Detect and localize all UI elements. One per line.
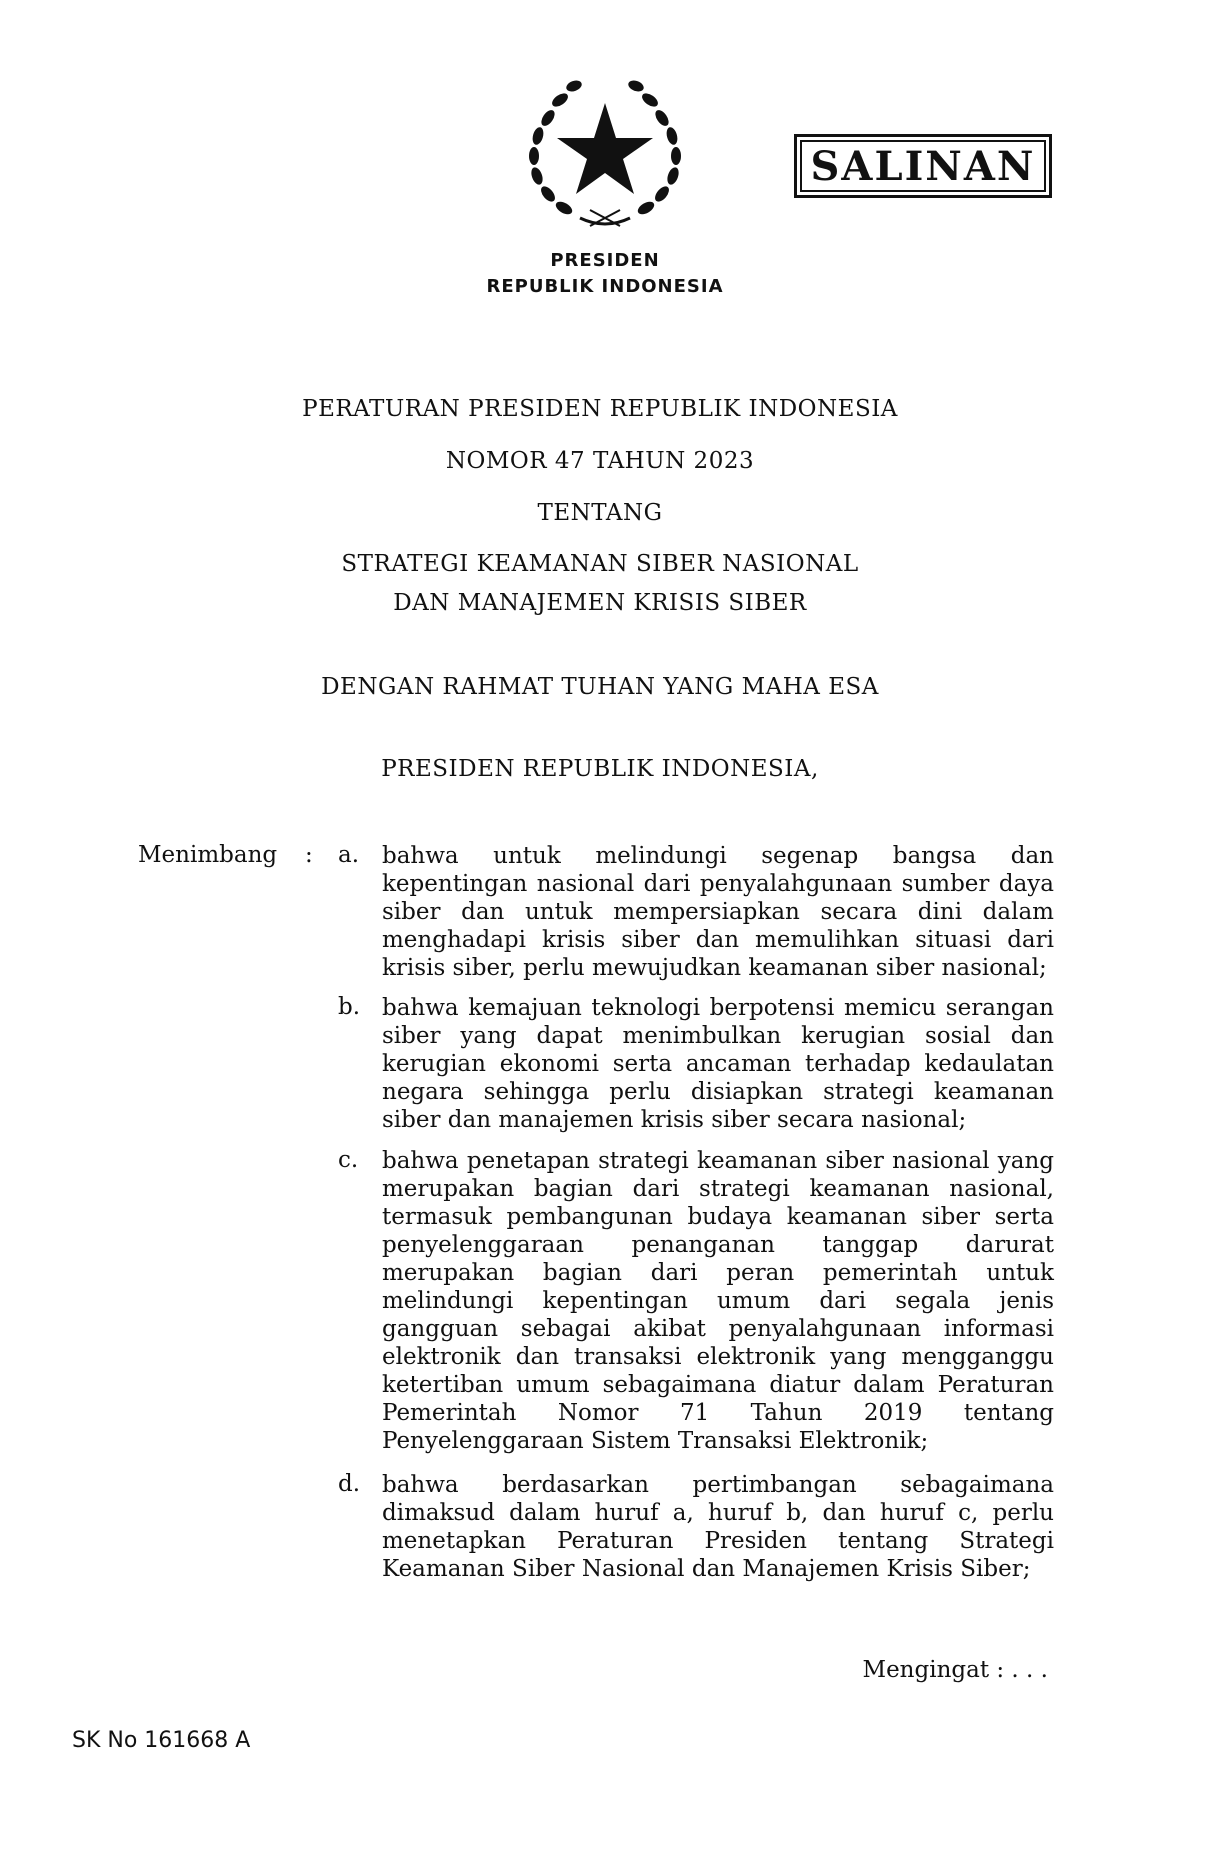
regulation-title: PERATURAN PRESIDEN REPUBLIK INDONESIA xyxy=(302,396,898,422)
sk-number: SK No 161668 A xyxy=(72,1728,251,1753)
menimbang-label: Menimbang xyxy=(138,842,278,868)
consideration-letter-d: d. xyxy=(338,1471,361,1497)
menimbang-colon: : xyxy=(305,842,313,868)
consideration-letter-c: c. xyxy=(338,1147,359,1173)
page-continuation: Mengingat : . . . xyxy=(862,1657,1048,1683)
consideration-letter-a: a. xyxy=(338,842,360,868)
salinan-stamp-label: SALINAN xyxy=(800,140,1046,192)
regulation-number: NOMOR 47 TAHUN 2023 xyxy=(445,448,755,474)
seal-caption-republik: REPUBLIK INDONESIA xyxy=(486,276,724,297)
garuda-emblem-icon xyxy=(510,58,700,238)
consideration-text-c: bahwa penetapan strategi keamanan siber nasional yang merupakan bagian dari strategi keamanan nasional, termasuk pembangunan budaya keamanan siber serta penyelenggaraan penanganan tanggap darurat merupakan bagian dari peran pemerintah untuk melindungi kepentingan umum dari segala jenis gangguan sebagai akibat penyalahgunaan informasi elektronik dan transaksi elektronik yang mengganggu ketertiban umum sebagaimana diatur dalam Peraturan Pemerintah Nomor 71 Tahun 2019 tentang Penyelenggaraan Sistem Transaksi Elektronik; xyxy=(382,1148,1054,1454)
issuer: PRESIDEN REPUBLIK INDONESIA, xyxy=(381,756,819,782)
consideration-text-a: bahwa untuk melindungi segenap bangsa dan kepentingan nasional dari penyalahgunaan sumber daya siber dan untuk mempersiapkan secara dini dalam menghadapi krisis siber dan memulihkan situasi dari krisis siber, perlu mewujudkan keamanan siber nasional; xyxy=(382,843,1054,981)
consideration-letter-b: b. xyxy=(338,994,361,1020)
presidential-seal-icon xyxy=(510,58,700,238)
regulation-subject-line-1: STRATEGI KEAMANAN SIBER NASIONAL xyxy=(341,551,859,577)
consideration-text-b: bahwa kemajuan teknologi berpotensi memicu serangan siber yang dapat menimbulkan kerugian sosial dan kerugian ekonomi serta ancaman terhadap kedaulatan negara sehingga perlu disiapkan strategi keamanan siber dan manajemen krisis siber secara nasional; xyxy=(382,995,1054,1133)
consideration-text-d: bahwa berdasarkan pertimbangan sebagaimana dimaksud dalam huruf a, huruf b, dan huruf c, perlu menetapkan Peraturan Presiden tentang Strategi Keamanan Siber Nasional dan Manajemen Krisis Siber; xyxy=(382,1472,1054,1582)
salinan-stamp xyxy=(794,134,1052,198)
invocation: DENGAN RAHMAT TUHAN YANG MAHA ESA xyxy=(321,674,879,700)
seal-caption-presiden: PRESIDEN xyxy=(550,250,660,271)
regulation-subject-line-2: DAN MANAJEMEN KRISIS SIBER xyxy=(393,590,807,616)
regulation-tentang: TENTANG xyxy=(537,500,663,526)
